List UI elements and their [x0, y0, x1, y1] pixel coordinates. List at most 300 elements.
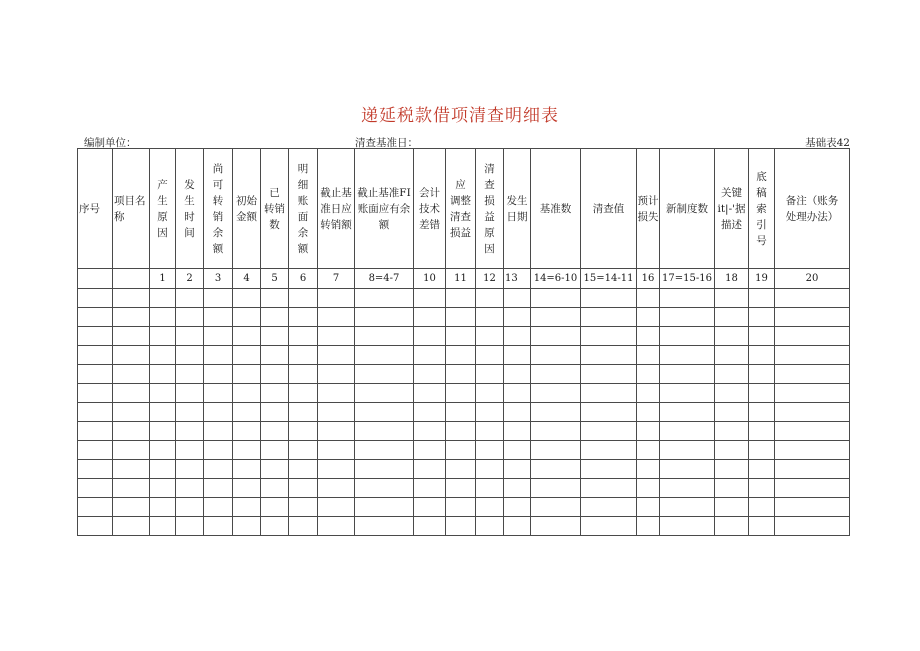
table-cell[interactable] [318, 308, 355, 327]
table-cell[interactable] [531, 384, 581, 403]
table-cell[interactable] [355, 441, 414, 460]
table-cell[interactable] [150, 327, 176, 346]
table-cell[interactable] [581, 498, 637, 517]
table-cell[interactable] [715, 327, 749, 346]
table-cell[interactable] [581, 517, 637, 536]
table-cell[interactable] [749, 460, 775, 479]
table-cell[interactable] [204, 289, 233, 308]
table-cell[interactable] [446, 479, 476, 498]
table-cell[interactable] [233, 441, 261, 460]
table-cell[interactable] [531, 327, 581, 346]
table-cell[interactable] [113, 308, 150, 327]
table-cell[interactable] [318, 346, 355, 365]
table-cell[interactable] [355, 422, 414, 441]
table-cell[interactable] [355, 289, 414, 308]
table-cell[interactable] [150, 498, 176, 517]
table-cell[interactable] [531, 403, 581, 422]
table-cell[interactable] [113, 346, 150, 365]
table-cell[interactable] [204, 308, 233, 327]
table-cell[interactable] [204, 441, 233, 460]
table-cell[interactable] [204, 327, 233, 346]
table-cell[interactable] [414, 289, 446, 308]
table-cell[interactable] [204, 460, 233, 479]
table-cell[interactable] [660, 441, 715, 460]
table-cell[interactable] [78, 308, 113, 327]
table-cell[interactable] [355, 308, 414, 327]
table-cell[interactable] [715, 346, 749, 365]
table-cell[interactable] [660, 289, 715, 308]
table-cell[interactable] [261, 289, 289, 308]
table-cell[interactable] [581, 365, 637, 384]
unit-label: 编制单位： [84, 137, 137, 149]
table-cell[interactable] [504, 479, 531, 498]
col-number: 19 [749, 269, 775, 289]
table-row [78, 308, 850, 327]
table-row [78, 289, 850, 308]
table-cell[interactable] [775, 460, 850, 479]
table-cell[interactable] [261, 479, 289, 498]
table-cell[interactable] [775, 384, 850, 403]
table-cell[interactable] [233, 365, 261, 384]
form-code: 基础表42 [805, 137, 850, 149]
table-cell[interactable] [446, 441, 476, 460]
table-cell[interactable] [446, 365, 476, 384]
table-cell[interactable] [318, 517, 355, 536]
table-cell[interactable] [446, 403, 476, 422]
col-number [113, 269, 150, 289]
table-cell[interactable] [531, 346, 581, 365]
table-cell[interactable] [261, 346, 289, 365]
table-cell[interactable] [660, 422, 715, 441]
table-cell[interactable] [289, 479, 318, 498]
table-cell[interactable] [113, 498, 150, 517]
table-cell[interactable] [660, 460, 715, 479]
table-cell[interactable] [775, 365, 850, 384]
table-cell[interactable] [150, 346, 176, 365]
table-cell[interactable] [113, 384, 150, 403]
table-cell[interactable] [176, 346, 204, 365]
table-cell[interactable] [476, 384, 504, 403]
table-cell[interactable] [749, 289, 775, 308]
table-cell[interactable] [504, 403, 531, 422]
table-cell[interactable] [476, 327, 504, 346]
table-cell[interactable] [78, 346, 113, 365]
table-cell[interactable] [637, 308, 660, 327]
table-cell[interactable] [261, 517, 289, 536]
table-cell[interactable] [289, 403, 318, 422]
table-cell[interactable] [749, 346, 775, 365]
table-cell[interactable] [715, 384, 749, 403]
table-cell[interactable] [581, 403, 637, 422]
table-cell[interactable] [261, 441, 289, 460]
col-number: 2 [176, 269, 204, 289]
table-cell[interactable] [660, 365, 715, 384]
table-row [78, 498, 850, 517]
table-cell[interactable] [414, 422, 446, 441]
table-cell[interactable] [749, 327, 775, 346]
table-cell[interactable] [414, 517, 446, 536]
table-cell[interactable] [289, 422, 318, 441]
table-row [78, 517, 850, 536]
table-cell[interactable] [150, 403, 176, 422]
table-cell[interactable] [150, 384, 176, 403]
table-cell[interactable] [289, 498, 318, 517]
table-cell[interactable] [318, 403, 355, 422]
table-cell[interactable] [78, 289, 113, 308]
table-cell[interactable] [775, 498, 850, 517]
table-cell[interactable] [715, 365, 749, 384]
table-cell[interactable] [204, 384, 233, 403]
page-title: 递延税款借项清查明细表 [361, 106, 559, 126]
table-cell[interactable] [318, 327, 355, 346]
table-cell[interactable] [204, 479, 233, 498]
table-cell[interactable] [233, 517, 261, 536]
table-cell[interactable] [233, 498, 261, 517]
table-cell[interactable] [289, 327, 318, 346]
table-cell[interactable] [113, 289, 150, 308]
table-cell[interactable] [637, 403, 660, 422]
col-header-gain-loss-cause: 清 查 损 益 原 因 [476, 149, 504, 269]
table-cell[interactable] [355, 403, 414, 422]
table-cell[interactable] [715, 289, 749, 308]
table-cell[interactable] [318, 289, 355, 308]
table-cell[interactable] [78, 460, 113, 479]
table-cell[interactable] [749, 384, 775, 403]
table-cell[interactable] [715, 479, 749, 498]
table-cell[interactable] [504, 289, 531, 308]
table-cell[interactable] [176, 289, 204, 308]
table-cell[interactable] [113, 517, 150, 536]
table-cell[interactable] [176, 441, 204, 460]
table-cell[interactable] [476, 517, 504, 536]
table-cell[interactable] [113, 460, 150, 479]
table-cell[interactable] [476, 479, 504, 498]
table-cell[interactable] [150, 289, 176, 308]
table-cell[interactable] [775, 308, 850, 327]
table-cell[interactable] [233, 327, 261, 346]
table-cell[interactable] [289, 517, 318, 536]
table-cell[interactable] [531, 479, 581, 498]
table-cell[interactable] [446, 289, 476, 308]
table-cell[interactable] [233, 479, 261, 498]
check-date-label: 清查基准日： [355, 137, 418, 149]
table-cell[interactable] [318, 365, 355, 384]
table-cell[interactable] [113, 422, 150, 441]
table-cell[interactable] [414, 460, 446, 479]
table-cell[interactable] [176, 365, 204, 384]
table-cell[interactable] [113, 441, 150, 460]
table-cell[interactable] [78, 327, 113, 346]
table-cell[interactable] [150, 517, 176, 536]
table-cell[interactable] [176, 308, 204, 327]
table-cell[interactable] [637, 289, 660, 308]
table-cell[interactable] [581, 384, 637, 403]
table-cell[interactable] [749, 441, 775, 460]
table-cell[interactable] [660, 384, 715, 403]
table-cell[interactable] [355, 327, 414, 346]
table-cell[interactable] [775, 346, 850, 365]
col-header-accounting-error: 会计 技术 差错 [414, 149, 446, 269]
table-cell[interactable] [113, 479, 150, 498]
header-row [78, 149, 850, 269]
table-cell[interactable] [660, 327, 715, 346]
table-cell[interactable] [176, 460, 204, 479]
table-cell[interactable] [637, 365, 660, 384]
table-cell[interactable] [446, 422, 476, 441]
table-cell[interactable] [581, 479, 637, 498]
table-cell[interactable] [204, 517, 233, 536]
table-cell[interactable] [637, 327, 660, 346]
table-cell[interactable] [261, 384, 289, 403]
table-cell[interactable] [176, 479, 204, 498]
table-cell[interactable] [261, 365, 289, 384]
table-cell[interactable] [176, 422, 204, 441]
column-number-row [78, 269, 850, 289]
table-cell[interactable] [355, 346, 414, 365]
table-cell[interactable] [289, 346, 318, 365]
table-row [78, 365, 850, 384]
table-cell[interactable] [531, 289, 581, 308]
table-cell[interactable] [446, 327, 476, 346]
table-cell[interactable] [749, 365, 775, 384]
table-cell[interactable] [78, 384, 113, 403]
table-cell[interactable] [233, 422, 261, 441]
table-cell[interactable] [581, 308, 637, 327]
table-cell[interactable] [150, 365, 176, 384]
table-cell[interactable] [476, 422, 504, 441]
table-cell[interactable] [715, 308, 749, 327]
table-cell[interactable] [660, 517, 715, 536]
table-cell[interactable] [78, 441, 113, 460]
table-cell[interactable] [261, 403, 289, 422]
table-cell[interactable] [637, 441, 660, 460]
table-cell[interactable] [318, 441, 355, 460]
table-cell[interactable] [531, 517, 581, 536]
table-cell[interactable] [504, 422, 531, 441]
table-cell[interactable] [581, 289, 637, 308]
table-cell[interactable] [150, 460, 176, 479]
table-cell[interactable] [581, 460, 637, 479]
table-cell[interactable] [660, 403, 715, 422]
table-cell[interactable] [504, 441, 531, 460]
table-cell[interactable] [660, 346, 715, 365]
table-cell[interactable] [261, 327, 289, 346]
table-cell[interactable] [749, 308, 775, 327]
table-cell[interactable] [233, 403, 261, 422]
col-header-cause: 产 生 原 因 [150, 149, 176, 269]
table-cell[interactable] [289, 308, 318, 327]
table-cell[interactable] [204, 403, 233, 422]
table-cell[interactable] [775, 422, 850, 441]
table-cell[interactable] [504, 346, 531, 365]
table-cell[interactable] [504, 308, 531, 327]
col-header-base-amount: 基准数 [531, 149, 581, 269]
table-cell[interactable] [78, 403, 113, 422]
table-cell[interactable] [476, 308, 504, 327]
col-number: 12 [476, 269, 504, 289]
table-cell[interactable] [355, 517, 414, 536]
table-cell[interactable] [775, 441, 850, 460]
table-cell[interactable] [581, 441, 637, 460]
table-cell[interactable] [446, 308, 476, 327]
table-cell[interactable] [176, 517, 204, 536]
table-cell[interactable] [233, 289, 261, 308]
col-header-ledger-balance: 明 细 账 面 余 额 [289, 149, 318, 269]
table-cell[interactable] [504, 517, 531, 536]
table-cell[interactable] [150, 422, 176, 441]
table-cell[interactable] [176, 327, 204, 346]
table-cell[interactable] [476, 346, 504, 365]
table-cell[interactable] [531, 422, 581, 441]
table-cell[interactable] [414, 327, 446, 346]
table-cell[interactable] [414, 365, 446, 384]
col-header-transferred: 已 转销 数 [261, 149, 289, 269]
table-cell[interactable] [504, 365, 531, 384]
table-cell[interactable] [113, 403, 150, 422]
col-number: 3 [204, 269, 233, 289]
table-cell[interactable] [78, 479, 113, 498]
table-cell[interactable] [446, 498, 476, 517]
table-cell[interactable] [476, 289, 504, 308]
table-cell[interactable] [176, 498, 204, 517]
table-cell[interactable] [261, 308, 289, 327]
table-cell[interactable] [749, 517, 775, 536]
table-cell[interactable] [749, 422, 775, 441]
table-cell[interactable] [289, 365, 318, 384]
table-cell[interactable] [414, 441, 446, 460]
table-cell[interactable] [749, 403, 775, 422]
table-cell[interactable] [715, 498, 749, 517]
table-cell[interactable] [150, 441, 176, 460]
table-cell[interactable] [355, 479, 414, 498]
table-cell[interactable] [446, 460, 476, 479]
table-cell[interactable] [637, 517, 660, 536]
table-cell[interactable] [318, 422, 355, 441]
table-cell[interactable] [204, 422, 233, 441]
table-cell[interactable] [476, 365, 504, 384]
table-cell[interactable] [150, 479, 176, 498]
table-cell[interactable] [446, 346, 476, 365]
table-cell[interactable] [355, 460, 414, 479]
table-cell[interactable] [749, 498, 775, 517]
table-cell[interactable] [355, 365, 414, 384]
table-cell[interactable] [176, 403, 204, 422]
table-cell[interactable] [446, 384, 476, 403]
table-cell[interactable] [113, 327, 150, 346]
table-cell[interactable] [637, 498, 660, 517]
table-cell[interactable] [176, 384, 204, 403]
table-cell[interactable] [637, 479, 660, 498]
table-cell[interactable] [715, 422, 749, 441]
col-number: 15=14-11 [581, 269, 637, 289]
table-cell[interactable] [637, 422, 660, 441]
table-cell[interactable] [113, 365, 150, 384]
table-cell[interactable] [414, 308, 446, 327]
table-cell[interactable] [637, 384, 660, 403]
table-cell[interactable] [318, 384, 355, 403]
table-cell[interactable] [504, 384, 531, 403]
table-row [78, 384, 850, 403]
table-cell[interactable] [660, 308, 715, 327]
table-cell[interactable] [476, 460, 504, 479]
table-cell[interactable] [531, 365, 581, 384]
table-cell[interactable] [204, 498, 233, 517]
table-cell[interactable] [581, 327, 637, 346]
table-cell[interactable] [414, 479, 446, 498]
table-cell[interactable] [78, 498, 113, 517]
table-cell[interactable] [78, 422, 113, 441]
table-cell[interactable] [581, 346, 637, 365]
table-cell[interactable] [775, 327, 850, 346]
table-cell[interactable] [289, 441, 318, 460]
table-cell[interactable] [504, 327, 531, 346]
table-cell[interactable] [637, 346, 660, 365]
table-cell[interactable] [715, 517, 749, 536]
table-cell[interactable] [233, 460, 261, 479]
table-cell[interactable] [355, 498, 414, 517]
table-cell[interactable] [715, 441, 749, 460]
table-cell[interactable] [637, 460, 660, 479]
table-cell[interactable] [476, 498, 504, 517]
table-cell[interactable] [233, 384, 261, 403]
table-cell[interactable] [289, 384, 318, 403]
table-cell[interactable] [233, 346, 261, 365]
table-cell[interactable] [414, 403, 446, 422]
table-cell[interactable] [531, 460, 581, 479]
table-cell[interactable] [531, 308, 581, 327]
table-cell[interactable] [775, 289, 850, 308]
table-cell[interactable] [261, 460, 289, 479]
table-cell[interactable] [476, 403, 504, 422]
table-cell[interactable] [749, 479, 775, 498]
table-cell[interactable] [78, 365, 113, 384]
table-cell[interactable] [289, 460, 318, 479]
table-cell[interactable] [261, 422, 289, 441]
table-cell[interactable] [446, 517, 476, 536]
table-cell[interactable] [414, 384, 446, 403]
table-cell[interactable] [775, 479, 850, 498]
table-cell[interactable] [261, 498, 289, 517]
table-cell[interactable] [660, 479, 715, 498]
table-cell[interactable] [715, 460, 749, 479]
table-row [78, 460, 850, 479]
table-cell[interactable] [775, 403, 850, 422]
table-cell[interactable] [233, 308, 261, 327]
table-cell[interactable] [318, 498, 355, 517]
table-cell[interactable] [289, 289, 318, 308]
table-cell[interactable] [318, 479, 355, 498]
table-cell[interactable] [204, 365, 233, 384]
table-cell[interactable] [414, 346, 446, 365]
table-cell[interactable] [318, 460, 355, 479]
table-cell[interactable] [775, 517, 850, 536]
table-cell[interactable] [504, 498, 531, 517]
table-cell[interactable] [414, 498, 446, 517]
table-cell[interactable] [531, 498, 581, 517]
table-cell[interactable] [504, 460, 531, 479]
col-number: 6 [289, 269, 318, 289]
table-cell[interactable] [78, 517, 113, 536]
table-cell[interactable] [150, 308, 176, 327]
table-cell[interactable] [204, 346, 233, 365]
table-cell[interactable] [355, 384, 414, 403]
col-number: 14=6-10 [531, 269, 581, 289]
table-cell[interactable] [715, 403, 749, 422]
table-cell[interactable] [660, 498, 715, 517]
table-cell[interactable] [476, 441, 504, 460]
table-cell[interactable] [581, 422, 637, 441]
table-cell[interactable] [531, 441, 581, 460]
